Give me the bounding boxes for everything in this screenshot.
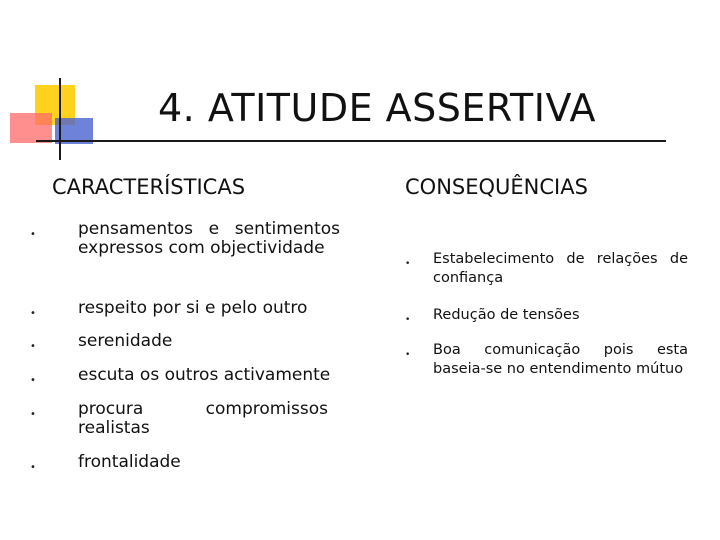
list-item <box>405 306 688 325</box>
bullet-icon: • <box>30 308 36 319</box>
characteristic-text: pensamentos e sentimentos expressos com objectividade <box>78 219 340 258</box>
logo-red-square <box>10 113 52 143</box>
bullet-icon: • <box>30 462 36 473</box>
characteristics-heading: CARACTERÍSTICAS <box>52 175 246 199</box>
bullet-icon: • <box>30 409 36 420</box>
bullet-icon: • <box>30 375 36 386</box>
list-item <box>405 341 688 379</box>
consequence-text: Estabelecimento de relações de confiança <box>433 251 688 286</box>
characteristic-text: procura compromissos realistas <box>78 399 328 438</box>
list-item <box>30 453 340 472</box>
characteristic-text: frontalidade <box>78 452 181 472</box>
slide-title: 4. ATITUDE ASSERTIVA <box>158 86 597 130</box>
title-divider <box>36 140 666 142</box>
consequences-heading: CONSEQUÊNCIAS <box>405 175 588 199</box>
list-item <box>30 332 340 351</box>
characteristic-text: serenidade <box>78 331 173 351</box>
list-item <box>405 250 688 288</box>
bullet-icon: • <box>30 341 36 352</box>
list-item <box>30 220 340 258</box>
consequence-text: Boa comunicação pois esta baseia-se no entendimento mútuo <box>433 342 688 377</box>
characteristic-text: escuta os outros activamente <box>78 365 331 385</box>
bullet-icon: • <box>405 350 411 360</box>
logo-vertical-line <box>59 78 61 160</box>
list-item <box>30 299 340 318</box>
list-item <box>30 366 340 385</box>
characteristic-text: respeito por si e pelo outro <box>78 298 308 318</box>
bullet-icon: • <box>405 259 411 269</box>
consequence-text: Redução de tensões <box>433 307 580 323</box>
list-item <box>30 400 328 438</box>
bullet-icon: • <box>30 229 36 240</box>
bullet-icon: • <box>405 315 411 325</box>
